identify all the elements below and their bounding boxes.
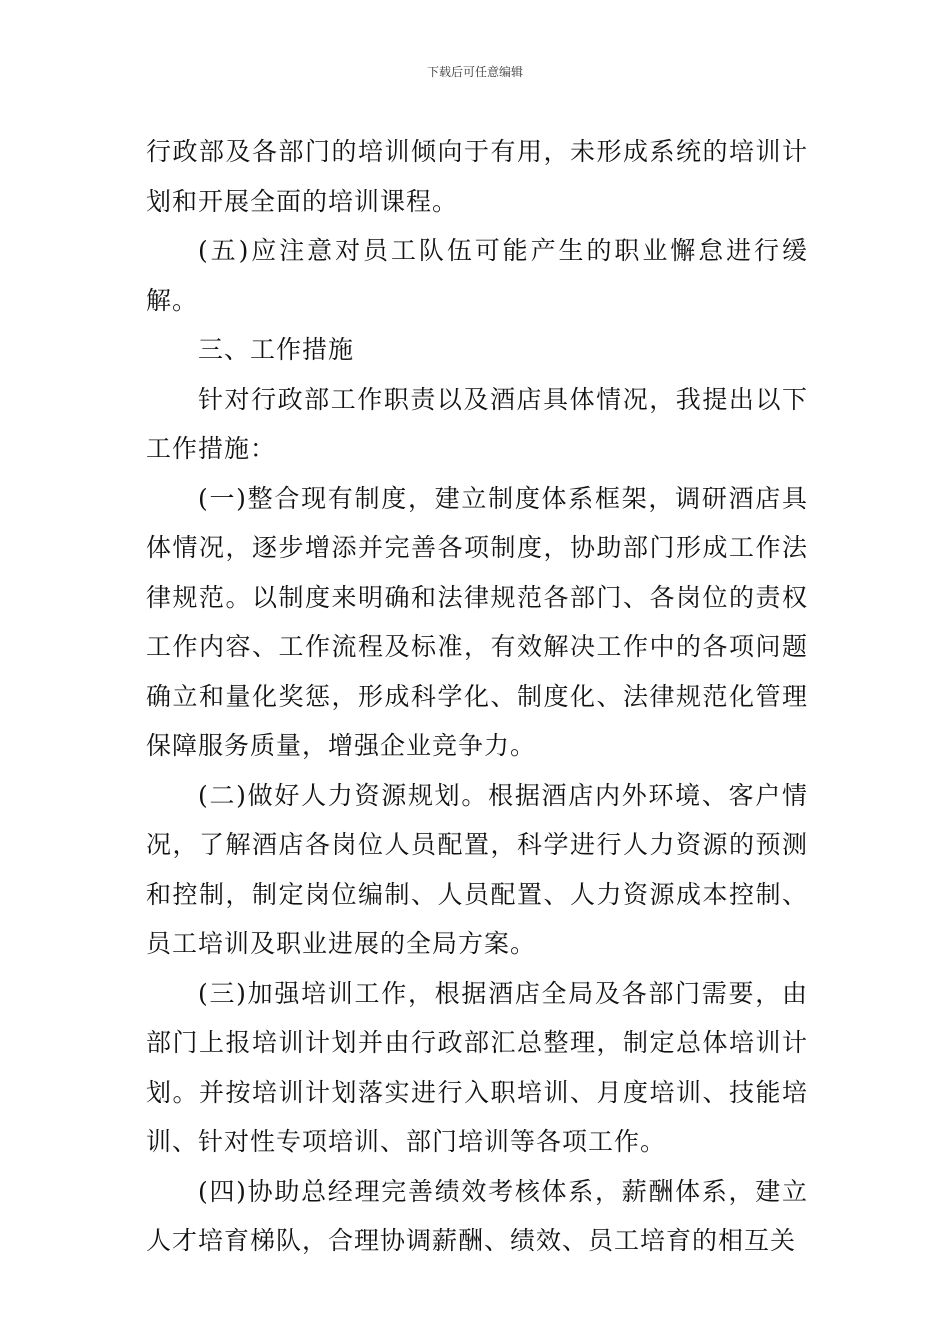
page-header: 下载后可任意编辑 bbox=[426, 65, 523, 79]
section-heading: 三、工作措施 bbox=[198, 335, 355, 364]
paragraph-7: (四)协助总经理完善绩效考核体系，薪酬体系，建立人才培育梯队，合理协调薪酬、绩效、员工培育的相互关 bbox=[146, 1176, 808, 1255]
paragraph-1: 行政部及各部门的培训倾向于有用，未形成系统的培训计划和开展全面的培训课程。 bbox=[146, 137, 808, 216]
paragraph-5: (二)做好人力资源规划。根据酒店内外环境、客户情况，了解酒店各岗位人员配置，科学进行人力资源的预测和控制，制定岗位编制、人员配置、人力资源成本控制、员工培训及职业进展的全局方案。 bbox=[146, 780, 808, 958]
paragraph-6: (三)加强培训工作，根据酒店全局及各部门需要，由部门上报培训计划并由行政部汇总整理，制定总体培训计划。并按培训计划落实进行入职培训、月度培训、技能培训、针对性专项培训、部门培训等各项工作。 bbox=[146, 978, 808, 1156]
paragraph-2: (五)应注意对员工队伍可能产生的职业懈怠进行缓解。 bbox=[146, 236, 808, 315]
paragraph-4: (一)整合现有制度，建立制度体系框架，调研酒店具体情况，逐步增添并完善各项制度，协助部门形成工作法律规范。以制度来明确和法律规范各部门、各岗位的责权工作内容、工作流程及标准，有效解决工作中的各项问题确立和量化奖惩，形成科学化、制度化、法律规范化管理保障服务质量，增强企业竞争力。 bbox=[146, 483, 808, 760]
paragraph-3: 针对行政部工作职责以及酒店具体情况，我提出以下工作措施： bbox=[146, 384, 808, 463]
document-body bbox=[146, 127, 808, 1266]
